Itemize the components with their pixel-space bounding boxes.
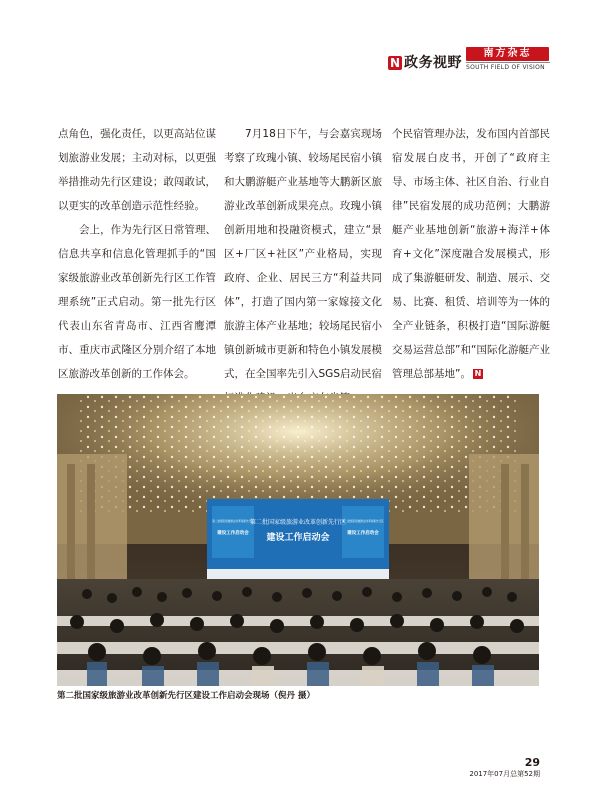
photo-caption: 第二批国家级旅游业改革创新先行区建设工作启动会现场（倪丹 摄） <box>57 691 315 701</box>
photo-illustration <box>57 394 539 686</box>
paragraph <box>392 122 550 386</box>
page-number: 29 <box>524 756 540 769</box>
header-rule <box>466 62 550 63</box>
paragraph: 7月18日下午，与会嘉宾现场考察了玫瑰小镇、较场尾民宿小镇和大鹏游艇产业基地等大鹏新区旅游业改革创新成果亮点。玫瑰小镇创新用地和投融资模式，建立“景区+厂区+社区”产业格局，实现政府、企业、居民三方“利益共同体”，打造了国内第一家嫁接文化旅游主体产业基地；较场尾民宿小镇创新城市更新和特色小镇发展模式，在全国率先引入SGS启动民宿 <box>224 128 382 380</box>
end-mark-icon: N <box>474 369 482 378</box>
magazine-logo: 南方杂志 <box>466 47 549 61</box>
right-screen-line1: 第二批国家级旅游业改革创新先行区 <box>342 520 384 523</box>
stage-screen-line1: 第二批国家级旅游业改革创新先行区 <box>249 519 347 526</box>
issue-info: 2017年07月总第52期 <box>469 770 540 778</box>
paragraph: 会上，作为先行区日常管理、信息共享和信息化管理抓手的“国家级旅游业改革创新先行区工作管理系统”正式启动。第一批先行区代表山东省青岛市、江西省鹰潭市、重庆市武隆区分别介绍了本地区旅游改革创新的工作体会。 <box>58 224 216 380</box>
paragraph: 点角色，强化责任，以更高站位谋划旅游业发展；主动对标，以更强举措推动先行区建设；敢闯敢试，以更实的改革创造示范性经验。 <box>58 128 216 212</box>
brand-n-icon: N <box>389 56 401 70</box>
conference-photo <box>57 394 539 686</box>
article-column-1 <box>58 122 216 386</box>
right-screen-line2: 建设工作启动会 <box>347 531 379 536</box>
left-screen-line1: 第二批国家级旅游业改革创新先行区 <box>212 520 254 523</box>
magazine-subtitle: SOUTH FIELD OF VISION <box>466 64 545 71</box>
section-title: 政务视野 <box>404 55 462 71</box>
stage-screen-line2: 建设工作启动会 <box>266 533 330 543</box>
article-column-3 <box>392 122 550 386</box>
left-screen-line2: 建设工作启动会 <box>217 531 249 536</box>
paragraph-text: 个民宿管理办法，发布国内首部民宿发展白皮书，开创了“政府主导、市场主体、社区自治、行业自律”民宿发展的成功范例；大鹏游艇产业基地创新“旅游+海洋+体育+文化”深度融合发展模式，形成了集游艇研发、制造、展示、交易、比赛、租赁、培训等为一体的全产业链条，积极打造“国际游艇交易运营总部”和“国际化游艇产业管理总部基地”。 <box>392 128 550 380</box>
article-column-2 <box>224 122 382 410</box>
